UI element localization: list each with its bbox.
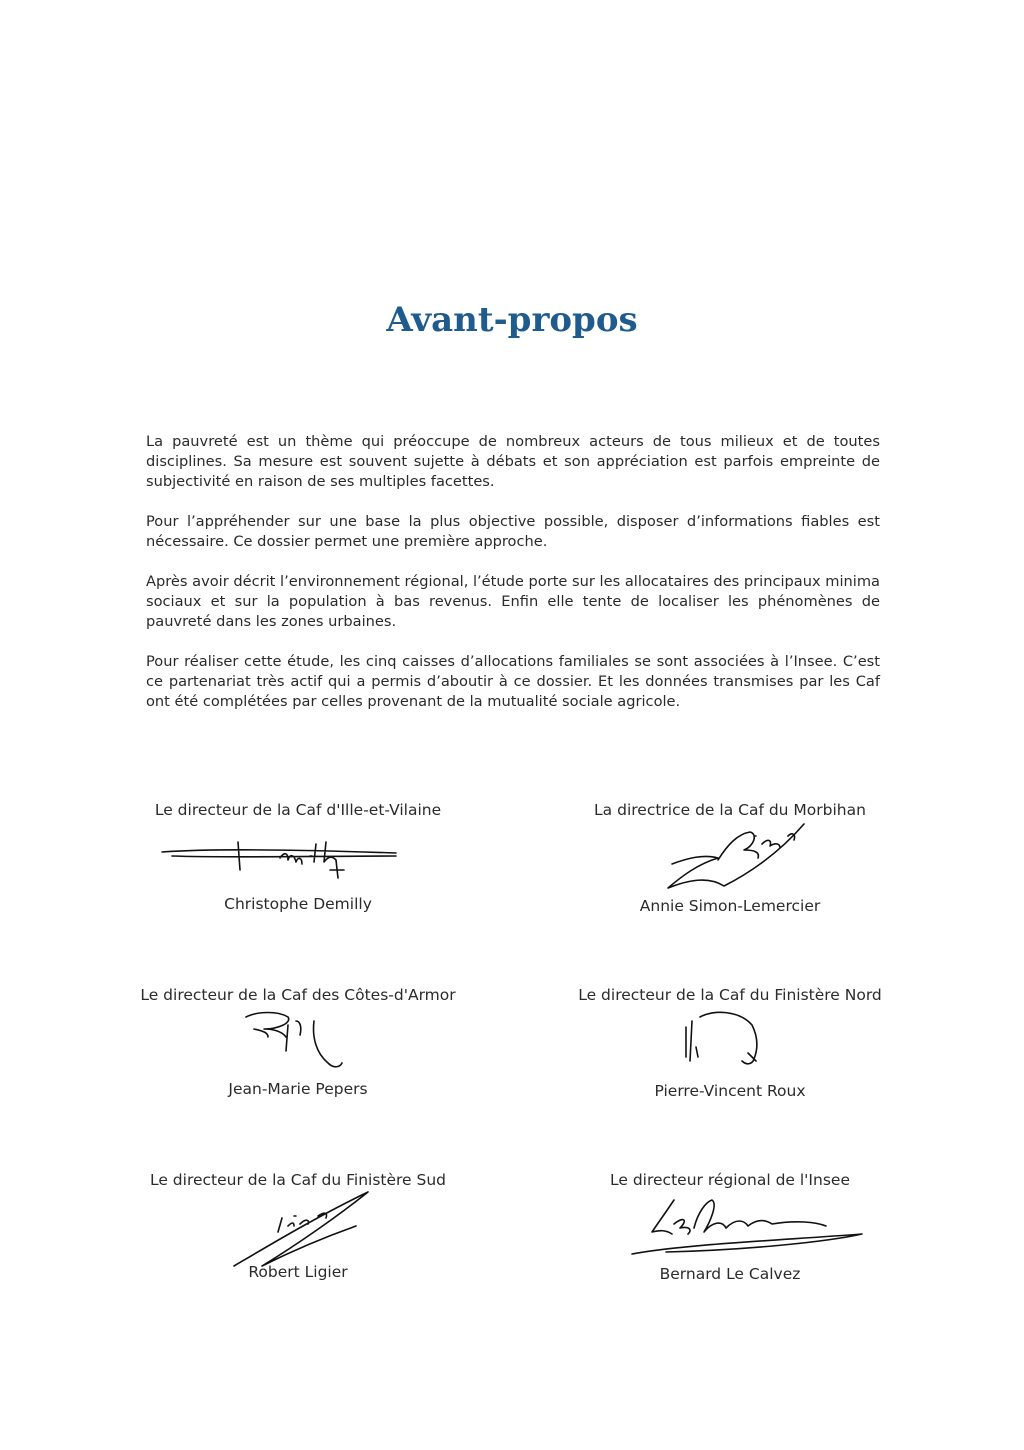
signatory-name: Robert Ligier <box>248 1263 348 1281</box>
signature-block <box>88 1170 508 1290</box>
signatory-role: Le directeur de la Caf du Finistère Sud <box>149 1171 447 1189</box>
handwritten-signature <box>626 1192 866 1262</box>
foreword-text <box>146 432 880 732</box>
signature-block <box>520 985 940 1105</box>
signature-block <box>88 800 508 920</box>
signatory-name: Jean-Marie Pepers <box>228 1080 368 1098</box>
signature-block <box>88 985 508 1105</box>
page-title: Avant-propos <box>386 300 638 340</box>
paragraph: Pour l’appréhender sur une base la plus objective possible, disposer d’informations fiables est nécessaire. Ce dossier permet une première approche. <box>146 513 880 550</box>
signatory-role: Le directeur de la Caf d'Ille-et-Vilaine <box>154 801 442 819</box>
signatory-name: Annie Simon-Lemercier <box>639 897 821 915</box>
signature-block <box>520 1170 940 1290</box>
handwritten-signature <box>160 836 420 886</box>
handwritten-signature <box>658 814 818 894</box>
signatory-role: Le directeur de la Caf des Côtes-d'Armor <box>140 986 456 1004</box>
paragraph: Pour réaliser cette étude, les cinq caisses d’allocations familiales se sont associées à l’Insee. C’est ce partenariat très actif qui a permis d’aboutir à ce dossier. Et les données transmises par les Caf ont été complétées par celles provenant de la mutualité sociale agricole. <box>146 653 880 710</box>
signatory-name: Pierre-Vincent Roux <box>654 1082 806 1100</box>
signature-block <box>520 800 940 920</box>
handwritten-signature <box>680 1007 780 1077</box>
signatory-role: Le directeur de la Caf du Finistère Nord <box>578 986 882 1004</box>
paragraph: Après avoir décrit l’environnement régional, l’étude porte sur les allocataires des principaux minima sociaux et sur la population à bas revenus. Enfin elle tente de localiser les phénomènes de pauvreté dans les zones urbaines. <box>146 573 880 630</box>
paragraph: La pauvreté est un thème qui préoccupe de nombreux acteurs de tous milieux et de toutes disciplines. Sa mesure est souvent sujette à débats et son appréciation est parfois empreinte de subjectivité en raison de ses multiples facettes. <box>146 433 880 490</box>
signatory-name: Christophe Demilly <box>224 895 372 913</box>
signatory-role: La directrice de la Caf du Morbihan <box>594 801 866 819</box>
handwritten-signature <box>238 1007 358 1077</box>
signatory-role: Le directeur régional de l'Insee <box>610 1171 850 1189</box>
signatory-name: Bernard Le Calvez <box>659 1265 801 1283</box>
